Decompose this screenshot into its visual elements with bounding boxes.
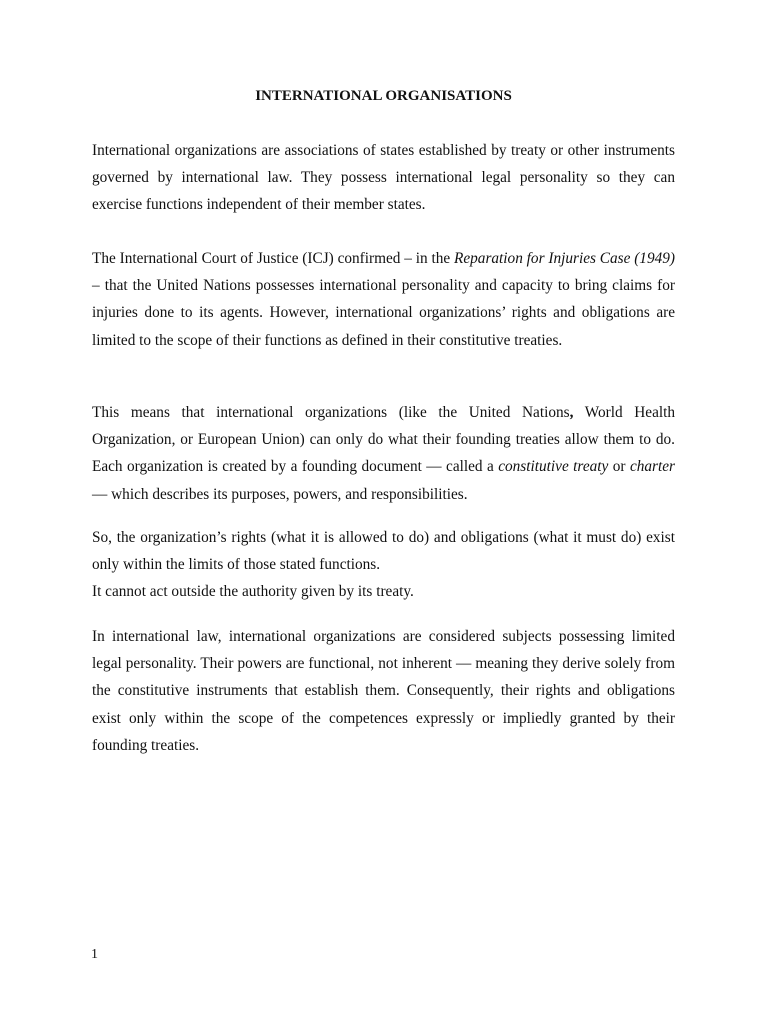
- paragraph-rights: [92, 524, 675, 606]
- case-name: Reparation for Injuries Case (1949): [454, 250, 675, 267]
- paragraph-meaning-text-2: World Health Organization, or European Union) can only do what their founding treaties allow them to do. Each organization is created by a founding document — called a: [92, 404, 676, 476]
- document-title: INTERNATIONAL ORGANISATIONS: [255, 88, 512, 104]
- paragraph-meaning-text-1: This means that international organizations (like the United Nations: [92, 404, 570, 421]
- term-constitutive-treaty: constitutive treaty: [498, 458, 609, 476]
- page-number: 1: [91, 947, 98, 962]
- paragraph-icj: [92, 245, 675, 354]
- paragraph-definition-text: International organizations are associations of states established by treaty or other instruments governed by international law. They possess international legal personality so they can exercise functions independent of their member states.: [92, 142, 675, 214]
- paragraph-meaning: [92, 399, 675, 508]
- bold-comma: ,: [569, 404, 574, 421]
- paragraph-legal-personality: [92, 623, 675, 759]
- paragraph-rights-line-1: So, the organization’s rights (what it is allowed to do) and obligations (what it must do) exist only within the limits of those stated functions.: [92, 529, 675, 574]
- paragraph-icj-text-2: – that the United Nations possesses international personality and capacity to bring claims for injuries done to its agents. However, international organizations’ rights and obligations are limited to the scope of their functions as defined in their constitutive treaties.: [92, 277, 675, 349]
- paragraph-meaning-text-4: — which describes its purposes, powers, and responsibilities.: [92, 485, 468, 503]
- paragraph-definition: [92, 137, 675, 219]
- paragraph-legal-personality-text: In international law, international organizations are considered subjects possessing limited legal personality. Their powers are functional, not inherent — meaning they derive solely from the constitutive instruments that establish them. Consequently, their rights and obligations exist only within the scope of the competences expressly or impliedly granted by their founding treaties.: [92, 628, 675, 754]
- term-charter: charter: [629, 458, 675, 476]
- paragraph-rights-line-2: It cannot act outside the authority given by its treaty.: [92, 583, 414, 601]
- paragraph-meaning-text-3: or: [608, 458, 630, 476]
- paragraph-icj-text-1: The International Court of Justice (ICJ) confirmed – in the: [92, 250, 455, 267]
